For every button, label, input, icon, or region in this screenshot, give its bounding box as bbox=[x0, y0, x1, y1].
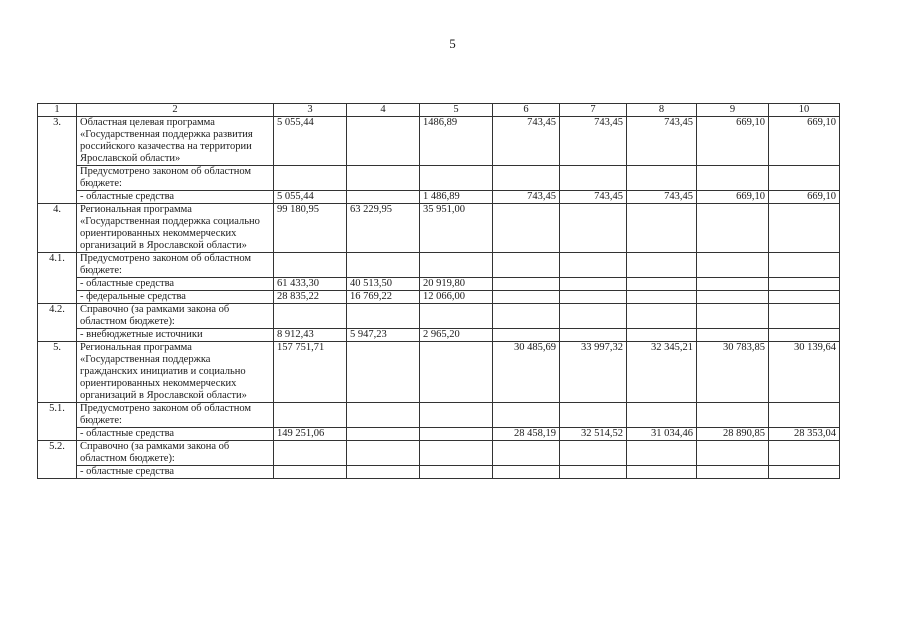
value-cell bbox=[560, 403, 627, 428]
table-row bbox=[38, 253, 840, 278]
value-cell bbox=[493, 291, 560, 304]
value-cell bbox=[627, 466, 697, 479]
value-cell bbox=[493, 403, 560, 428]
value-cell: 2 965,20 bbox=[420, 329, 493, 342]
value-cell: 5 947,23 bbox=[347, 329, 420, 342]
value-cell bbox=[560, 204, 627, 253]
value-cell bbox=[274, 304, 347, 329]
value-cell: 149 251,06 bbox=[274, 428, 347, 441]
value-cell: 743,45 bbox=[560, 117, 627, 166]
value-cell bbox=[493, 253, 560, 278]
value-cell bbox=[627, 441, 697, 466]
table-row bbox=[38, 441, 840, 466]
value-cell bbox=[627, 304, 697, 329]
value-cell bbox=[627, 204, 697, 253]
value-cell bbox=[274, 166, 347, 191]
value-cell bbox=[347, 166, 420, 191]
value-cell: 20 919,80 bbox=[420, 278, 493, 291]
value-cell: 30 783,85 bbox=[697, 342, 769, 403]
value-cell bbox=[697, 441, 769, 466]
item-description-cell: Предусмотрено законом об областном бюджете: bbox=[77, 166, 274, 191]
value-cell bbox=[347, 428, 420, 441]
value-cell bbox=[420, 342, 493, 403]
value-cell bbox=[769, 329, 840, 342]
item-description-cell: - внебюджетные источники bbox=[77, 329, 274, 342]
value-cell bbox=[627, 166, 697, 191]
header-cell: 4 bbox=[347, 104, 420, 117]
value-cell bbox=[347, 441, 420, 466]
header-cell: 9 bbox=[697, 104, 769, 117]
value-cell: 61 433,30 bbox=[274, 278, 347, 291]
value-cell: 28 353,04 bbox=[769, 428, 840, 441]
value-cell bbox=[769, 166, 840, 191]
value-cell bbox=[627, 291, 697, 304]
header-cell: 5 bbox=[420, 104, 493, 117]
value-cell: 157 751,71 bbox=[274, 342, 347, 403]
value-cell: 743,45 bbox=[627, 117, 697, 166]
value-cell: 743,45 bbox=[627, 191, 697, 204]
value-cell bbox=[420, 304, 493, 329]
value-cell: 28 835,22 bbox=[274, 291, 347, 304]
item-description-cell: Справочно (за рамками закона об областном бюджете): bbox=[77, 304, 274, 329]
value-cell bbox=[420, 466, 493, 479]
value-cell: 743,45 bbox=[493, 191, 560, 204]
value-cell: 743,45 bbox=[560, 191, 627, 204]
value-cell bbox=[493, 441, 560, 466]
value-cell bbox=[493, 204, 560, 253]
value-cell bbox=[697, 291, 769, 304]
value-cell: 16 769,22 bbox=[347, 291, 420, 304]
budget-table bbox=[37, 103, 840, 479]
row-number-cell: 5.2. bbox=[38, 441, 77, 479]
header-cell: 6 bbox=[493, 104, 560, 117]
value-cell: 12 066,00 bbox=[420, 291, 493, 304]
value-cell bbox=[347, 342, 420, 403]
value-cell bbox=[274, 253, 347, 278]
value-cell bbox=[420, 428, 493, 441]
value-cell bbox=[769, 466, 840, 479]
value-cell bbox=[627, 278, 697, 291]
value-cell bbox=[769, 253, 840, 278]
item-description-cell: - областные средства bbox=[77, 278, 274, 291]
value-cell bbox=[347, 117, 420, 166]
value-cell: 669,10 bbox=[697, 191, 769, 204]
table-row bbox=[38, 403, 840, 428]
value-cell: 99 180,95 bbox=[274, 204, 347, 253]
value-cell bbox=[769, 403, 840, 428]
item-description-cell: - областные средства bbox=[77, 466, 274, 479]
table-row bbox=[38, 304, 840, 329]
value-cell bbox=[560, 304, 627, 329]
row-number-cell: 3. bbox=[38, 117, 77, 204]
value-cell bbox=[493, 304, 560, 329]
value-cell: 30 139,64 bbox=[769, 342, 840, 403]
item-description-cell: Региональная программа «Государственная поддержка социально ориентированных некоммерческих организаций в Ярославской области» bbox=[77, 204, 274, 253]
value-cell: 30 485,69 bbox=[493, 342, 560, 403]
value-cell bbox=[627, 329, 697, 342]
value-cell bbox=[420, 253, 493, 278]
value-cell bbox=[347, 403, 420, 428]
item-description-cell: Предусмотрено законом об областном бюджете: bbox=[77, 253, 274, 278]
value-cell bbox=[627, 253, 697, 278]
value-cell bbox=[493, 166, 560, 191]
value-cell bbox=[420, 403, 493, 428]
item-description-cell: - федеральные средства bbox=[77, 291, 274, 304]
table-row bbox=[38, 291, 840, 304]
header-cell: 10 bbox=[769, 104, 840, 117]
row-number-cell: 5.1. bbox=[38, 403, 77, 441]
value-cell: 28 458,19 bbox=[493, 428, 560, 441]
value-cell bbox=[560, 166, 627, 191]
header-cell: 8 bbox=[627, 104, 697, 117]
value-cell bbox=[274, 466, 347, 479]
value-cell bbox=[697, 304, 769, 329]
table-row bbox=[38, 204, 840, 253]
value-cell: 32 345,21 bbox=[627, 342, 697, 403]
table-row bbox=[38, 166, 840, 191]
value-cell bbox=[560, 253, 627, 278]
value-cell: 33 997,32 bbox=[560, 342, 627, 403]
value-cell: 669,10 bbox=[769, 191, 840, 204]
value-cell bbox=[697, 329, 769, 342]
value-cell bbox=[560, 329, 627, 342]
value-cell bbox=[560, 466, 627, 479]
value-cell bbox=[560, 441, 627, 466]
item-description-cell: Областная целевая программа «Государственная поддержка развития российского казачества на территории Ярославской области» bbox=[77, 117, 274, 166]
value-cell: 40 513,50 bbox=[347, 278, 420, 291]
value-cell: 63 229,95 bbox=[347, 204, 420, 253]
table-row bbox=[38, 329, 840, 342]
value-cell bbox=[274, 441, 347, 466]
table-row bbox=[38, 428, 840, 441]
value-cell bbox=[420, 441, 493, 466]
value-cell: 31 034,46 bbox=[627, 428, 697, 441]
value-cell bbox=[493, 466, 560, 479]
value-cell bbox=[697, 253, 769, 278]
value-cell bbox=[347, 253, 420, 278]
value-cell bbox=[769, 204, 840, 253]
header-cell: 7 bbox=[560, 104, 627, 117]
value-cell bbox=[769, 441, 840, 466]
value-cell bbox=[493, 278, 560, 291]
row-number-cell: 4.2. bbox=[38, 304, 77, 342]
value-cell bbox=[420, 166, 493, 191]
value-cell: 5 055,44 bbox=[274, 117, 347, 166]
value-cell: 669,10 bbox=[697, 117, 769, 166]
value-cell: 5 055,44 bbox=[274, 191, 347, 204]
value-cell: 35 951,00 bbox=[420, 204, 493, 253]
value-cell: 8 912,43 bbox=[274, 329, 347, 342]
row-number-cell: 4.1. bbox=[38, 253, 77, 304]
table-body bbox=[38, 104, 840, 479]
value-cell: 1 486,89 bbox=[420, 191, 493, 204]
table-row bbox=[38, 342, 840, 403]
header-row bbox=[38, 104, 840, 117]
table-row bbox=[38, 466, 840, 479]
value-cell: 1486,89 bbox=[420, 117, 493, 166]
value-cell bbox=[697, 403, 769, 428]
value-cell bbox=[769, 291, 840, 304]
value-cell bbox=[347, 191, 420, 204]
item-description-cell: - областные средства bbox=[77, 191, 274, 204]
value-cell bbox=[347, 304, 420, 329]
item-description-cell: Предусмотрено законом об областном бюджете: bbox=[77, 403, 274, 428]
value-cell bbox=[493, 329, 560, 342]
value-cell: 28 890,85 bbox=[697, 428, 769, 441]
value-cell bbox=[769, 304, 840, 329]
table-row bbox=[38, 117, 840, 166]
item-description-cell: - областные средства bbox=[77, 428, 274, 441]
header-cell: 1 bbox=[38, 104, 77, 117]
table-row bbox=[38, 278, 840, 291]
value-cell: 32 514,52 bbox=[560, 428, 627, 441]
value-cell bbox=[560, 291, 627, 304]
value-cell bbox=[697, 278, 769, 291]
item-description-cell: Справочно (за рамками закона об областном бюджете): bbox=[77, 441, 274, 466]
value-cell bbox=[347, 466, 420, 479]
item-description-cell: Региональная программа «Государственная поддержка гражданских инициатив и социально ориентированных некоммерческих организаций в Ярославской области» bbox=[77, 342, 274, 403]
header-cell: 3 bbox=[274, 104, 347, 117]
value-cell: 669,10 bbox=[769, 117, 840, 166]
header-cell: 2 bbox=[77, 104, 274, 117]
page-number: 5 bbox=[449, 36, 456, 51]
row-number-cell: 4. bbox=[38, 204, 77, 253]
value-cell bbox=[627, 403, 697, 428]
row-number-cell: 5. bbox=[38, 342, 77, 403]
value-cell bbox=[560, 278, 627, 291]
value-cell bbox=[274, 403, 347, 428]
value-cell bbox=[697, 466, 769, 479]
value-cell bbox=[697, 204, 769, 253]
value-cell bbox=[697, 166, 769, 191]
value-cell: 743,45 bbox=[493, 117, 560, 166]
table-row bbox=[38, 191, 840, 204]
value-cell bbox=[769, 278, 840, 291]
